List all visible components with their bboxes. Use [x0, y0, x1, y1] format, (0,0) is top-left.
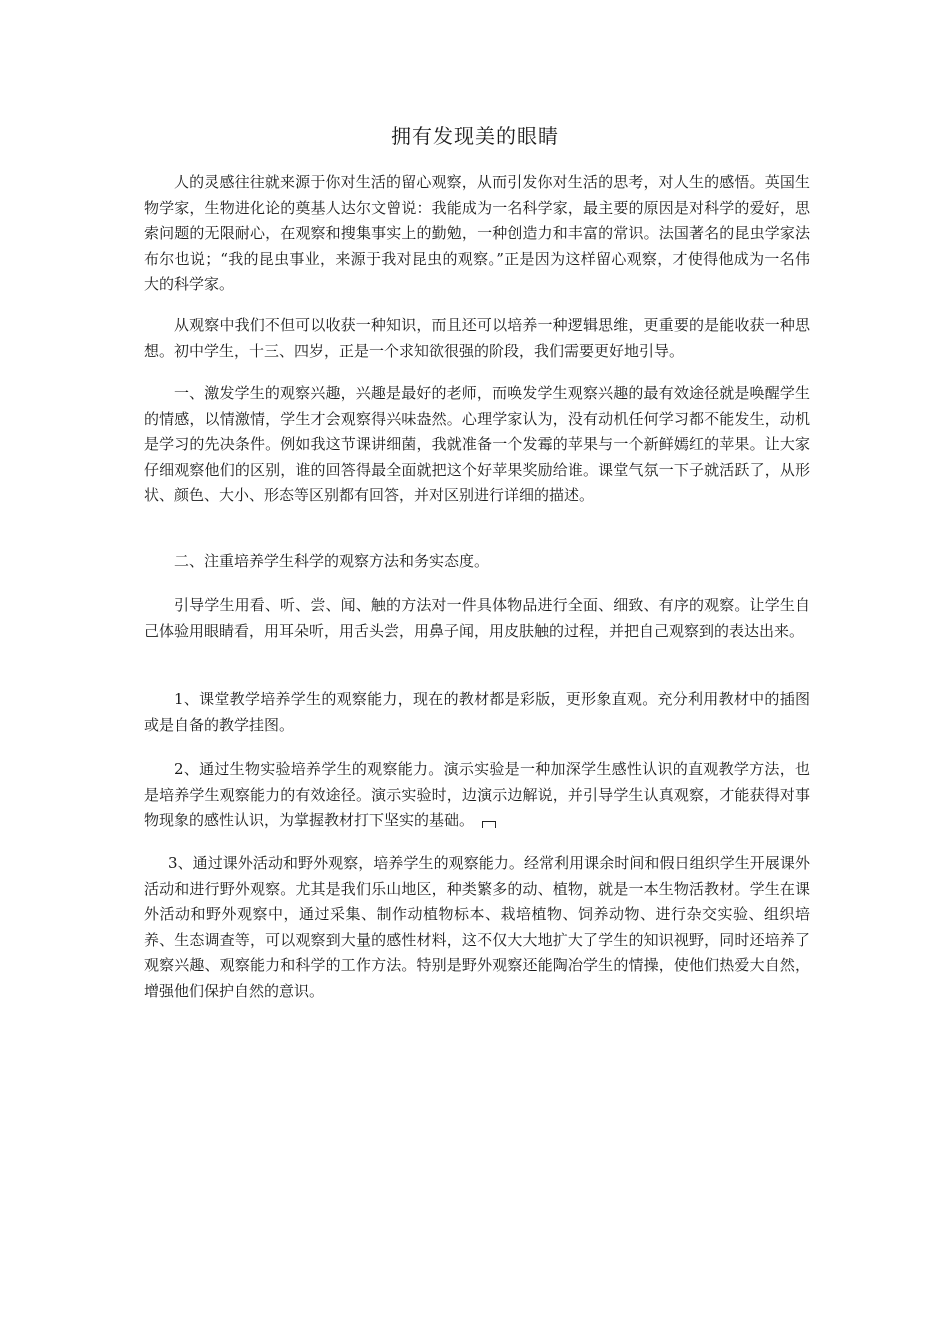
paragraph-8: 3、通过课外活动和野外观察，培养学生的观察能力。经常利用课余时间和假日组织学生开展课外活动和进行野外观察。尤其是我们乐山地区，种类繁多的动、植物，就是一本生物活教材。学生在课外活动和野外观察中，通过采集、制作动植物标本、栽培植物、饲养动物、进行杂交实验、组织培养、生态调查等，可以观察到大量的感性材料，这不仅大大地扩大了学生的知识视野，同时还培养了观察兴趣、观察能力和科学的工作方法。特别是野外观察还能陶冶学生的情操，使他们热爱大自然，增强他们保护自然的意识。	[144, 854, 810, 1000]
paragraph-1: 人的灵感往往就来源于你对生活的留心观察，从而引发你对生活的思考，对人生的感悟。英国生物学家，生物进化论的奠基人达尔文曾说：我能成为一名科学家，最主要的原因是对科学的爱好，思索问题的无限耐心，在观察和搜集事实上的勤勉，一种创造力和丰富的常识。法国著名的昆虫学家法布尔也说；“我的昆虫事业，来源于我对昆虫的观察。”正是因为这样留心观察，才使得他成为一名伟大的科学家。	[144, 173, 810, 294]
paragraph-7-wrapper	[144, 757, 810, 834]
paragraph-return-icon	[482, 821, 496, 828]
paragraph-5: 引导学生用看、听、尝、闻、触的方法对一件具体物品进行全面、细致、有序的观察。让学生自己体验用眼睛看，用耳朵听，用舌头尝，用鼻子闻，用皮肤触的过程，并把自己观察到的表达出来。	[144, 596, 810, 640]
paragraph-2: 从观察中我们不但可以收获一种知识，而且还可以培养一种逻辑思维，更重要的是能收获一种思想。初中学生，十三、四岁，正是一个求知欲很强的阶段，我们需要更好地引导。	[144, 316, 810, 360]
paragraph-6: 1、课堂教学培养学生的观察能力，现在的教材都是彩版，更形象直观。充分利用教材中的插图或是自备的教学挂图。	[144, 690, 810, 734]
paragraph-3: 一、激发学生的观察兴趣，兴趣是最好的老师，而唤发学生观察兴趣的最有效途径就是唤醒学生的情感，以情激情，学生才会观察得兴味盎然。心理学家认为，没有动机任何学习都不能发生，动机是学习的先决条件。例如我这节课讲细菌，我就准备一个发霉的苹果与一个新鲜嫣红的苹果。让大家仔细观察他们的区别，谁的回答得最全面就把这个好苹果奖励给谁。课堂气氛一下子就活跃了，从形状、颜色、大小、形态等区别都有回答，并对区别进行详细的描述。	[144, 384, 810, 505]
paragraph-4: 二、注重培养学生科学的观察方法和务实态度。	[174, 552, 490, 570]
document-title: 拥有发现美的眼睛	[391, 124, 559, 148]
paragraph-7: 2、通过生物实验培养学生的观察能力。演示实验是一种加深学生感性认识的直观教学方法，也是培养学生观察能力的有效途径。演示实验时，边演示边解说，并引导学生认真观察，才能获得对事物现象的感性认识，为掌握教材打下坚实的基础。	[144, 760, 810, 830]
